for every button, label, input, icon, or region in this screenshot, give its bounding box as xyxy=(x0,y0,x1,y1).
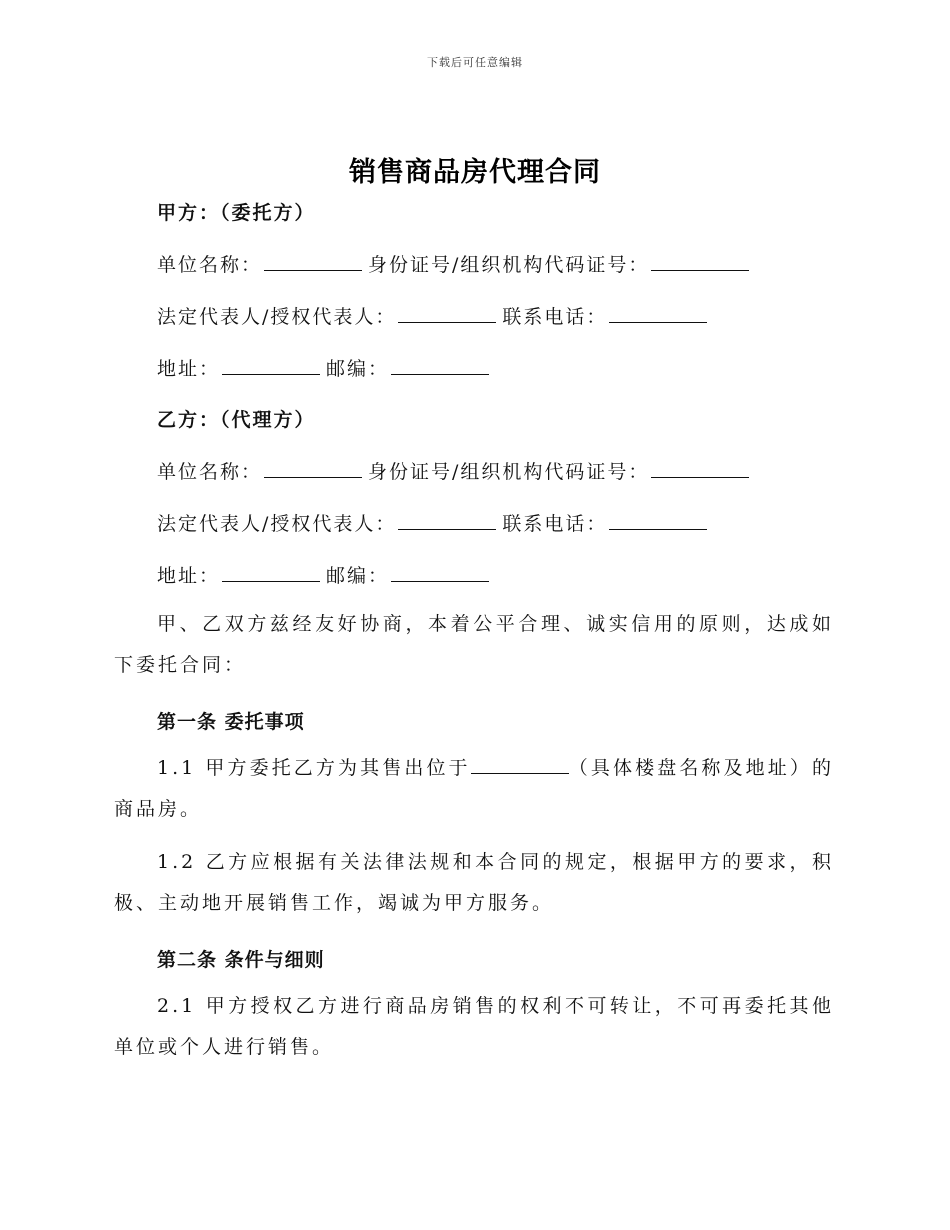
party-b-unit-row xyxy=(157,457,755,484)
zip-label: 邮编： xyxy=(326,565,390,587)
party-a-rep-row xyxy=(157,302,713,329)
article-1-2-paragraph: 1.2 乙方应根据有关法律法规和本合同的规定，根据甲方的要求，积极、主动地开展销售工作，竭诚为甲方服务。 xyxy=(114,851,834,914)
article-2-1-paragraph: 2.1 甲方授权乙方进行商品房销售的权利不可转让，不可再委托其他单位或个人进行销售。 xyxy=(114,995,834,1058)
address-blank[interactable] xyxy=(222,563,320,582)
property-location-blank[interactable] xyxy=(471,755,569,774)
unit-name-label: 单位名称： xyxy=(157,254,263,276)
intro-paragraph: 甲、乙双方兹经友好协商，本着公平合理、诚实信用的原则，达成如下委托合同： xyxy=(114,613,834,676)
phone-label: 联系电话： xyxy=(502,513,608,535)
party-a-address-row xyxy=(157,354,495,381)
unit-name-blank[interactable] xyxy=(264,252,362,271)
representative-label: 法定代表人/授权代表人： xyxy=(157,513,397,535)
representative-blank[interactable] xyxy=(398,304,496,323)
document-title: 销售商品房代理合同 xyxy=(349,157,601,188)
page-header-note: 下载后可任意编辑 xyxy=(427,56,523,69)
article-2-heading: 第二条 条件与细则 xyxy=(157,949,325,971)
zip-label: 邮编： xyxy=(326,358,390,380)
unit-name-blank[interactable] xyxy=(264,459,362,478)
address-label: 地址： xyxy=(157,358,221,380)
party-b-address-row xyxy=(157,561,495,588)
zip-blank[interactable] xyxy=(391,356,489,375)
address-label: 地址： xyxy=(157,565,221,587)
party-a-unit-row xyxy=(157,250,755,277)
article-1-1-text-after: （具体楼盘名称及地址）的商品房。 xyxy=(114,757,834,820)
id-number-blank[interactable] xyxy=(651,252,749,271)
party-b-rep-row xyxy=(157,509,713,536)
unit-name-label: 单位名称： xyxy=(157,461,263,483)
id-number-blank[interactable] xyxy=(651,459,749,478)
article-1-1-paragraph xyxy=(114,748,834,830)
article-1-1-text-before: 1.1 甲方委托乙方为其售出位于 xyxy=(157,757,471,779)
representative-label: 法定代表人/授权代表人： xyxy=(157,306,397,328)
phone-label: 联系电话： xyxy=(502,306,608,328)
representative-blank[interactable] xyxy=(398,511,496,530)
article-1-heading: 第一条 委托事项 xyxy=(157,711,305,733)
id-number-label: 身份证号/组织机构代码证号： xyxy=(368,461,650,483)
zip-blank[interactable] xyxy=(391,563,489,582)
phone-blank[interactable] xyxy=(609,511,707,530)
party-a-heading: 甲方：（委托方） xyxy=(157,202,316,224)
party-b-heading: 乙方：（代理方） xyxy=(157,409,316,431)
id-number-label: 身份证号/组织机构代码证号： xyxy=(368,254,650,276)
phone-blank[interactable] xyxy=(609,304,707,323)
address-blank[interactable] xyxy=(222,356,320,375)
